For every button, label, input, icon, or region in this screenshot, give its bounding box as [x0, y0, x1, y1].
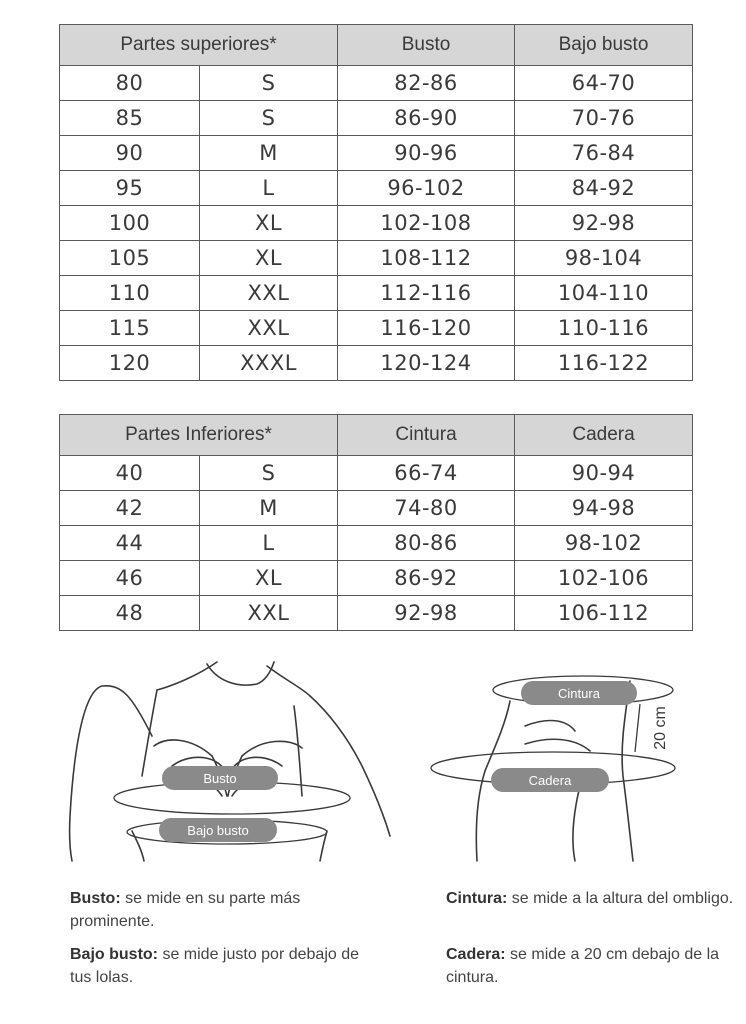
table-cell: 90-94 [515, 456, 693, 491]
table-cell: 48 [60, 596, 200, 631]
table-cell: 120 [60, 346, 200, 381]
table-cell: 74-80 [338, 491, 515, 526]
table-row [60, 206, 693, 241]
table-cell: 86-92 [338, 561, 515, 596]
header-busto: Busto [338, 25, 515, 66]
table-row [60, 526, 693, 561]
table-header-row [60, 415, 693, 456]
table-cell: 90-96 [338, 136, 515, 171]
table-row [60, 136, 693, 171]
table-row [60, 561, 693, 596]
table-row [60, 311, 693, 346]
header-cadera: Cadera [515, 415, 693, 456]
table-row [60, 276, 693, 311]
table-cell: 84-92 [515, 171, 693, 206]
table-cell: 98-102 [515, 526, 693, 561]
table-cell: M [200, 491, 338, 526]
table-cell: XXL [200, 311, 338, 346]
table-cell: XXL [200, 276, 338, 311]
table-cell: 98-104 [515, 241, 693, 276]
table-cell: 116-120 [338, 311, 515, 346]
table-cell: 106-112 [515, 596, 693, 631]
table-cell: L [200, 526, 338, 561]
table-cell: 80-86 [338, 526, 515, 561]
table-cell: 64-70 [515, 66, 693, 101]
table-cell: 80 [60, 66, 200, 101]
header-bajo-busto: Bajo busto [515, 25, 693, 66]
table-cell: 95 [60, 171, 200, 206]
table-cell: 92-98 [515, 206, 693, 241]
table-cell: 44 [60, 526, 200, 561]
table-cell: 115 [60, 311, 200, 346]
cintura-figure-label: Cintura [558, 686, 600, 701]
table-cell: S [200, 101, 338, 136]
header-partes-inferiores: Partes Inferiores* [60, 415, 338, 456]
table-cell: 85 [60, 101, 200, 136]
bajo-busto-figure-label: Bajo busto [187, 823, 249, 838]
note-text: se mide a la altura del ombligo. [507, 890, 734, 907]
table-cell: 42 [60, 491, 200, 526]
distance-20cm-label: 20 cm [652, 706, 669, 750]
table-cell: 46 [60, 561, 200, 596]
note-text: se mide justo por debajo de tus lolas. [70, 946, 360, 986]
table-cell: 86-90 [338, 101, 515, 136]
table-cell: XXXL [200, 346, 338, 381]
table-cell: 90 [60, 136, 200, 171]
bottom-size-table [59, 414, 693, 631]
table-row [60, 241, 693, 276]
table-cell: 82-86 [338, 66, 515, 101]
table-cell: 92-98 [338, 596, 515, 631]
table-row [60, 596, 693, 631]
table-cell: 110-116 [515, 311, 693, 346]
cadera-figure-label: Cadera [528, 773, 572, 788]
table-cell: 100 [60, 206, 200, 241]
table-cell: 112-116 [338, 276, 515, 311]
table-cell: 70-76 [515, 101, 693, 136]
note-term: Busto: [70, 890, 121, 907]
table-cell: 110 [60, 276, 200, 311]
table-cell: L [200, 171, 338, 206]
table-cell: M [200, 136, 338, 171]
table-cell: 102-108 [338, 206, 515, 241]
note-text: se mide a 20 cm debajo de la cintura. [446, 946, 720, 986]
table-row [60, 101, 693, 136]
table-cell: 96-102 [338, 171, 515, 206]
note-term: Bajo busto: [70, 946, 158, 963]
note-bajo-busto [70, 943, 360, 989]
note-cadera [446, 943, 736, 989]
chest-measurement-figure [62, 656, 402, 866]
table-cell: XL [200, 561, 338, 596]
table-row [60, 66, 693, 101]
top-size-table [59, 24, 693, 381]
table-cell: S [200, 456, 338, 491]
table-row [60, 456, 693, 491]
table-cell: 66-74 [338, 456, 515, 491]
table-row [60, 171, 693, 206]
table-cell: S [200, 66, 338, 101]
table-cell: 40 [60, 456, 200, 491]
note-term: Cadera: [446, 946, 506, 963]
table-header-row [60, 25, 693, 66]
table-cell: XXL [200, 596, 338, 631]
busto-figure-label: Busto [203, 771, 237, 786]
table-row [60, 491, 693, 526]
table-cell: 108-112 [338, 241, 515, 276]
table-cell: XL [200, 206, 338, 241]
header-cintura: Cintura [338, 415, 515, 456]
table-row [60, 346, 693, 381]
table-cell: 102-106 [515, 561, 693, 596]
note-term: Cintura: [446, 890, 508, 907]
table-cell: 104-110 [515, 276, 693, 311]
note-cintura [446, 887, 736, 910]
table-cell: 76-84 [515, 136, 693, 171]
table-cell: 105 [60, 241, 200, 276]
note-busto [70, 887, 360, 933]
note-text: se mide en su parte más prominente. [70, 890, 301, 930]
header-partes-superiores: Partes superiores* [60, 25, 338, 66]
table-cell: 120-124 [338, 346, 515, 381]
waist-hip-measurement-figure [425, 656, 685, 866]
table-cell: XL [200, 241, 338, 276]
table-cell: 116-122 [515, 346, 693, 381]
table-cell: 94-98 [515, 491, 693, 526]
